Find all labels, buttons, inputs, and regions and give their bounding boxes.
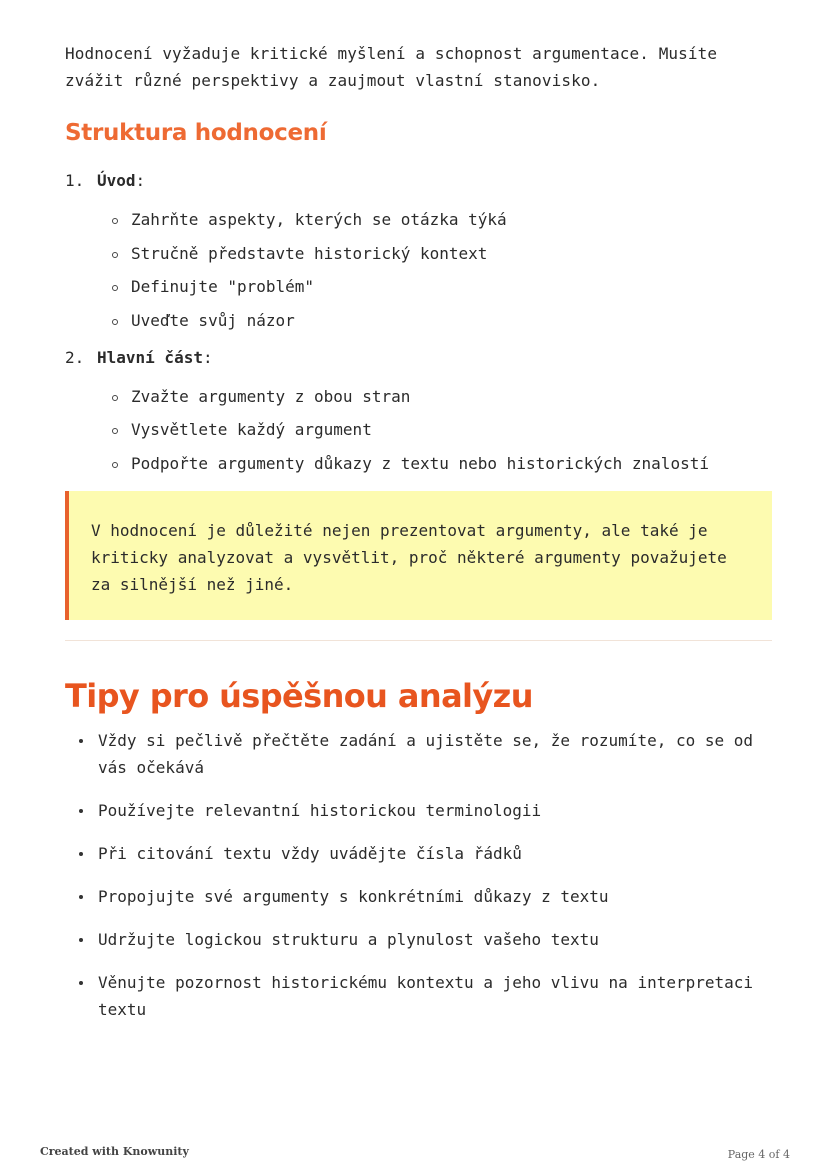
sub-list-item: Definujte "problém" bbox=[111, 273, 772, 300]
footer-page-number: Page 4 of 4 bbox=[727, 1148, 790, 1161]
footer-created-with: Created with Knowunity bbox=[40, 1145, 189, 1158]
sub-list-item: Vysvětlete každý argument bbox=[111, 416, 772, 443]
sub-list-item: Uveďte svůj názor bbox=[111, 307, 772, 334]
section-divider bbox=[65, 640, 772, 641]
section-heading-tips: Tipy pro úspěšnou analýzu bbox=[65, 676, 533, 715]
page-content bbox=[65, 40, 772, 1039]
callout-note: V hodnocení je důležité nejen prezentovat argumenty, ale také je kriticky analyzovat a vysvětlit, proč některé argumenty považujete za silnější než jiné. bbox=[65, 491, 772, 620]
list-number: 1. bbox=[65, 171, 85, 190]
sub-list-item: Podpořte argumenty důkazy z textu nebo historických znalostí bbox=[111, 450, 772, 477]
structure-list bbox=[65, 167, 772, 477]
list-item-main-part bbox=[65, 344, 772, 477]
tip-item: Při citování textu vždy uvádějte čísla řádků bbox=[65, 840, 772, 867]
tip-item: Používejte relevantní historickou terminologii bbox=[65, 797, 772, 824]
sub-list-item: Zahrňte aspekty, kterých se otázka týká bbox=[111, 206, 772, 233]
sub-list-item: Zvažte argumenty z obou stran bbox=[111, 383, 772, 410]
list-heading: Hlavní část bbox=[97, 347, 203, 367]
list-heading-suffix: : bbox=[135, 171, 146, 190]
tip-item: Udržujte logickou strukturu a plynulost vašeho textu bbox=[65, 926, 772, 953]
list-heading: Úvod bbox=[97, 171, 136, 190]
intro-paragraph: Hodnocení vyžaduje kritické myšlení a schopnost argumentace. Musíte zvážit různé perspektivy a zaujmout vlastní stanovisko. bbox=[65, 44, 718, 90]
sub-list bbox=[65, 383, 772, 477]
tip-item: Věnujte pozornost historickému kontextu a jeho vlivu na interpretaci textu bbox=[65, 969, 772, 1023]
tip-item: Propojujte své argumenty s konkrétními důkazy z textu bbox=[65, 883, 772, 910]
sub-list-item: Stručně představte historický kontext bbox=[111, 240, 772, 267]
tip-item: Vždy si pečlivě přečtěte zadání a ujistěte se, že rozumíte, co se od vás očekává bbox=[65, 727, 772, 781]
section-heading-structure: Struktura hodnocení bbox=[65, 120, 327, 146]
list-item-intro bbox=[65, 167, 772, 334]
sub-list bbox=[65, 206, 772, 334]
list-number: 2. bbox=[65, 347, 85, 367]
list-heading-suffix: : bbox=[202, 347, 213, 367]
tips-list bbox=[65, 727, 772, 1023]
